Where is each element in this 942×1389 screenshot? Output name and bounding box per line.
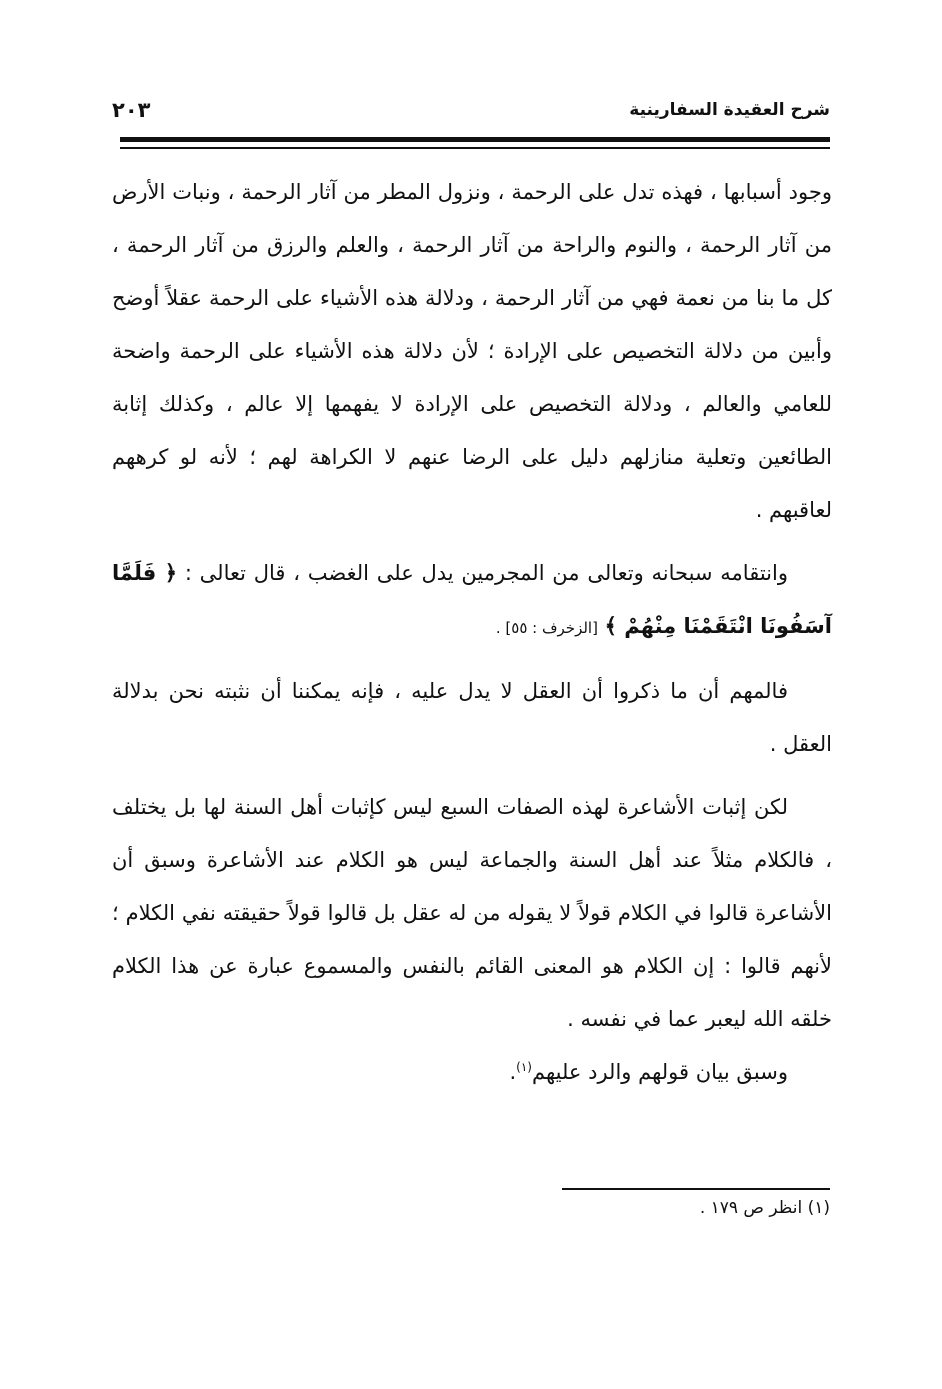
paragraph-1: وجود أسبابها ، فهذه تدل على الرحمة ، ونزول المطر من آثار الرحمة ، ونبات الأرض من آثار الرحمة ، والنوم والراحة من آثار الرحمة ، والعلم والرزق من آثار الرحمة ، كل ما بنا من نعمة فهي من آثار الرحمة ، ودلالة هذه الأشياء على الرحمة عقلاً أوضح وأبين من دلالة التخصيص على الإرادة ؛ لأن دلالة هذه الأشياء على الرحمة واضحة للعامي والعالم ، ودلالة التخصيص على الإرادة لا يفهمها إلا عالم ، وكذلك إثابة الطائعين وتعلية منازلهم دليل على الرضا عنهم لا الكراهة لهم ؛ لأنه لو كرههم لعاقبهم . <box>112 180 832 522</box>
footnote: (١) انظر ص ١٧٩ . <box>699 1198 830 1218</box>
paragraph-4: لكن إثبات الأشاعرة لهذه الصفات السبع ليس كإثبات أهل السنة لها بل يختلف ، فالكلام مثلاً عند أهل السنة والجماعة ليس هو الكلام عند الأشاعرة وسبق أن الأشاعرة قالوا في الكلام قولاً لا يقوله من له عقل بل قالوا قولاً حقيقته نفي الكلام ؛ لأنهم قالوا : إن الكلام هو المعنى القائم بالنفس والمسموع عبارة عن هذا الكلام خلقه الله ليعبر عما في نفسه . <box>112 795 832 1031</box>
paragraph-2 <box>112 547 832 655</box>
running-header <box>112 98 830 122</box>
paragraph-5-end: . <box>509 1060 517 1084</box>
paragraph-5 <box>112 1046 832 1099</box>
paragraph-5-text: وسبق بيان قولهم والرد عليهم <box>531 1060 788 1084</box>
page-number: ٢٠٣ <box>112 98 151 122</box>
header-rule-thick <box>120 137 830 142</box>
footnote-rule <box>562 1188 830 1190</box>
header-rule-thin <box>120 147 830 149</box>
paragraph-2-text: وانتقامه سبحانه وتعالى من المجرمين يدل على الغضب ، قال تعالى : <box>184 561 788 585</box>
verse-citation: [الزخرف : ٥٥] . <box>495 619 598 637</box>
footnote-reference[interactable]: (١) <box>516 1060 532 1074</box>
body-text <box>112 166 832 1099</box>
paragraph-3: فالمهم أن ما ذكروا أن العقل لا يدل عليه ، فإنه يمكننا أن نثبته نحن بدلالة العقل . <box>112 679 832 756</box>
quran-verse: ﴿ فَلَمَّا آسَفُونَا انْتَقَمْنَا مِنْهُمْ ﴾ <box>112 561 832 638</box>
running-title: شرح العقيدة السفارينية <box>629 100 830 120</box>
